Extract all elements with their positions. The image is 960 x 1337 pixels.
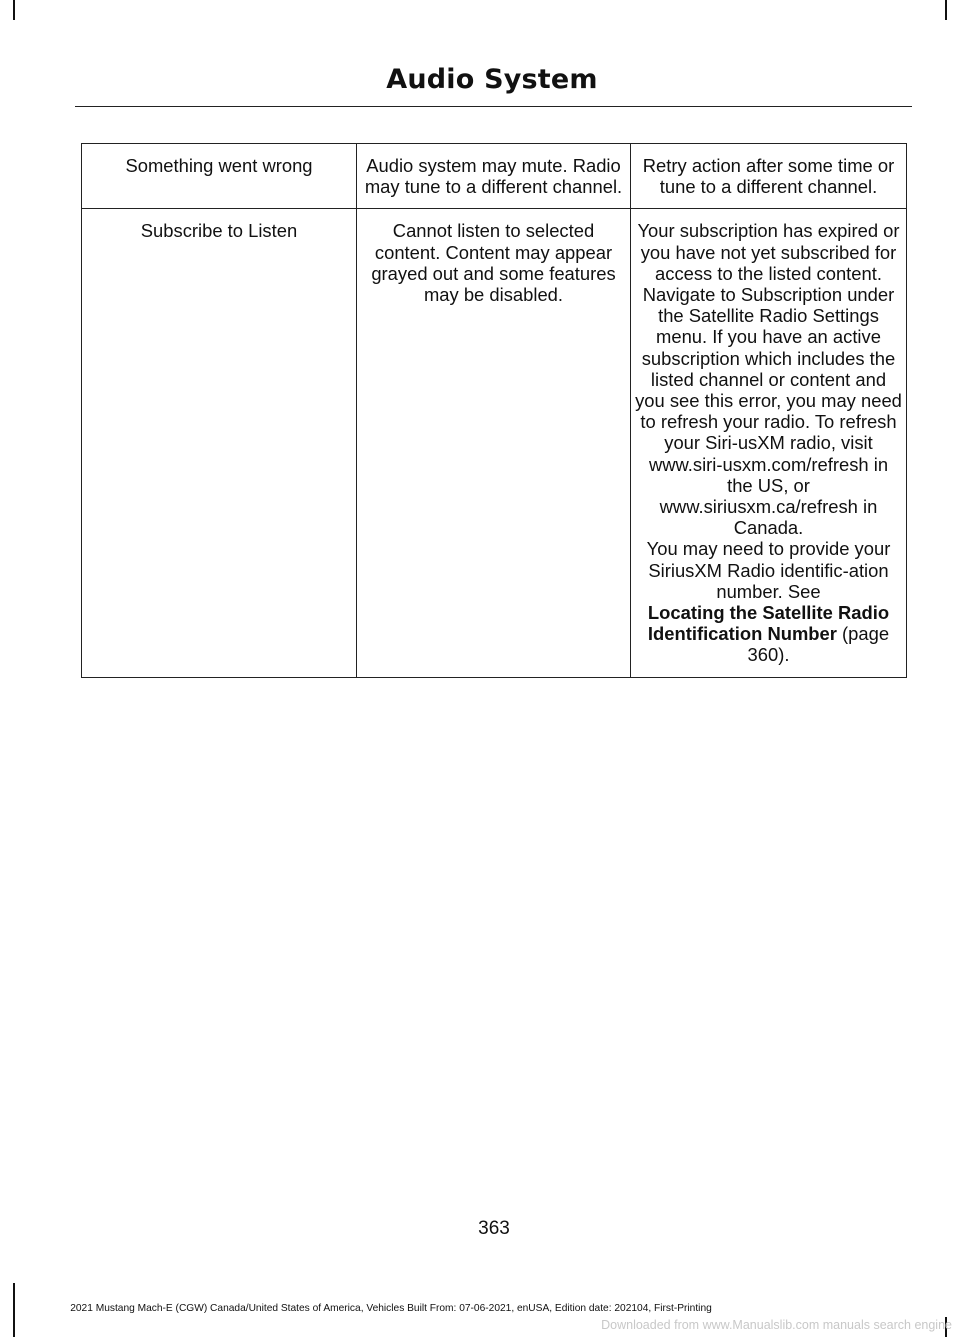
message-text: Subscribe to Listen: [140, 220, 298, 242]
cause-note-text: You may need to provide your SiriusXM Radio identific-ation number. See: [646, 538, 891, 602]
table-row: [82, 209, 907, 677]
action-text: Audio system may mute. Radio may tune to a different channel.: [364, 155, 623, 198]
page-number: 363: [478, 1218, 510, 1239]
table-cell-action: [357, 209, 631, 677]
table-cell-cause: [631, 144, 907, 209]
table-cell-message: [82, 144, 357, 209]
cross-reference-link[interactable]: Locating the Satellite Radio Identification Number: [647, 602, 890, 645]
message-table: [81, 143, 907, 678]
table-cell-action: [357, 144, 631, 209]
crop-mark-top-left: [13, 0, 15, 20]
cause-text: Retry action after some time or tune to a different channel.: [642, 155, 895, 198]
table-cell-cause: [631, 209, 907, 677]
page-title: Audio System: [386, 64, 598, 95]
cause-text: Your subscription has expired or you have not yet subscribed for access to the listed content. Navigate to Subscription under the Satellite Radio Settings menu. If you have an active subscription which includes the listed channel or content and you see this error, you may need to refresh your radio. To refresh your Siri-usXM radio, visit www.siri-usxm.com/refresh in the US, or www.siriusxm.ca/refresh in Canada.: [635, 220, 902, 539]
cause-note: [635, 538, 902, 665]
message-text: Something went wrong: [125, 155, 313, 176]
title-divider: [75, 106, 912, 107]
watermark: Downloaded from www.Manualslib.com manuals search engine: [601, 1318, 952, 1332]
table-row: [82, 144, 907, 209]
action-text: Cannot listen to selected content. Content may appear grayed out and some features may be disabled.: [371, 220, 616, 306]
table-cell-message: [82, 209, 357, 677]
crop-mark-top-right: [945, 0, 947, 20]
publication-footer: 2021 Mustang Mach-E (CGW) Canada/United States of America, Vehicles Built From: 07-06-2021, enUSA, Edition date: 202104, First-Printing: [70, 1303, 712, 1314]
page-reference: (page 360).: [747, 623, 890, 666]
